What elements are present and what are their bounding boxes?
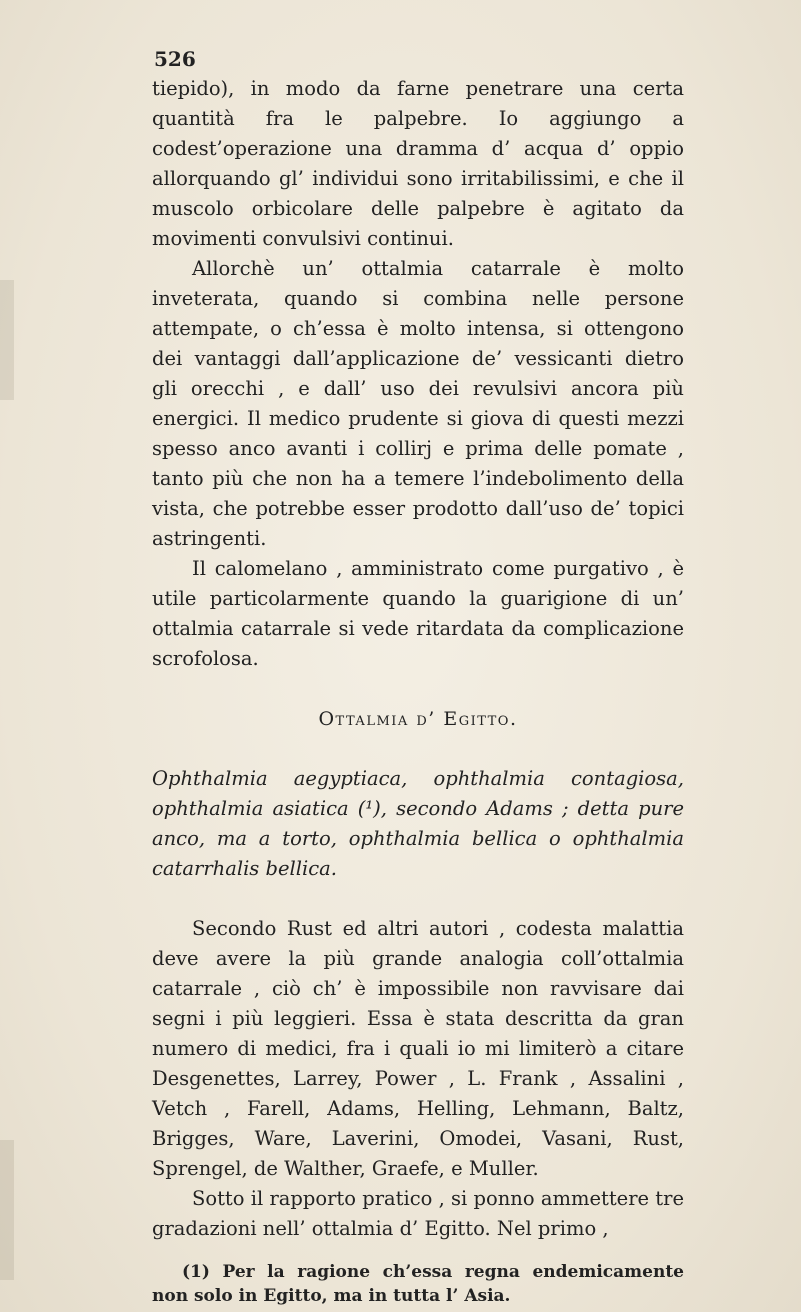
spacer [152,884,684,914]
paragraph-rust: Secondo Rust ed altri autori , codesta malattia deve avere la più grande analogia coll’ottalmia catarrale , ciò ch’ è impossibile non ravvisare dai segni i più leggieri. Essa è stata descritta da gran numero di medici, fra i quali io mi limiterò a citare Desgenettes, Larrey, Power , L. Frank , Assalini , Vetch , Farell, Adams, Helling, Lehmann, Baltz, Brigges, Ware, Laverini, Omodei, Vasani, Rust, Sprengel, de Walther, Graefe, e Muller. [152,917,684,1180]
section-heading: Ottalmia d’ Egitto. [318,708,518,730]
footnote: (1) Per la ragione ch’essa regna endemicamente non solo in Egitto, ma in tutta l’ Asia. [152,1262,684,1306]
synonyms-paragraph: Ophthalmia aegyptiaca, ophthalmia contagiosa, ophthalmia asiatica (¹), secondo Adams ; detta pure anco, ma a torto, ophthalmia bellica o ophthalmia catarrhalis bellica. [152,767,684,880]
paragraph-calomelano: Il calomelano , amministrato come purgativo , è utile particolarmente quando la guarigione di un’ ottalmia catarrale si vede ritardata da complicazione scrofolosa. [152,557,684,670]
page-edge-shadow [0,280,14,400]
paragraph-gradazioni: Sotto il rapporto pratico , si ponno ammettere tre gradazioni nell’ ottalmia d’ Egitto. Nel primo , [152,1187,684,1240]
paragraph-continuation: tiepido), in modo da farne penetrare una certa quantità fra le palpebre. Io aggiungo a codest’operazione una dramma d’ acqua d’ oppio allorquando gl’ individui sono irritabilissimi, e che il muscolo orbicolare delle palpebre è agitato da movimenti convulsivi continui. [152,77,684,250]
page-text [152,44,684,1308]
paragraph-vessicanti: Allorchè un’ ottalmia catarrale è molto inveterata, quando si combina nelle persone attempate, o ch’essa è molto intensa, si ottengono dei vantaggi dall’applicazione de’ vessicanti dietro gli orecchi , e dall’ uso dei revulsivi ancora più energici. Il medico prudente si giova di questi mezzi spesso anco avanti i collirj e prima delle pomate , tanto più che non ha a temere l’indebolimento della vista, che potrebbe esser prodotto dall’uso de’ topici astringenti. [152,257,684,550]
page-number: 526 [154,47,196,71]
page-edge-shadow [0,1140,14,1280]
